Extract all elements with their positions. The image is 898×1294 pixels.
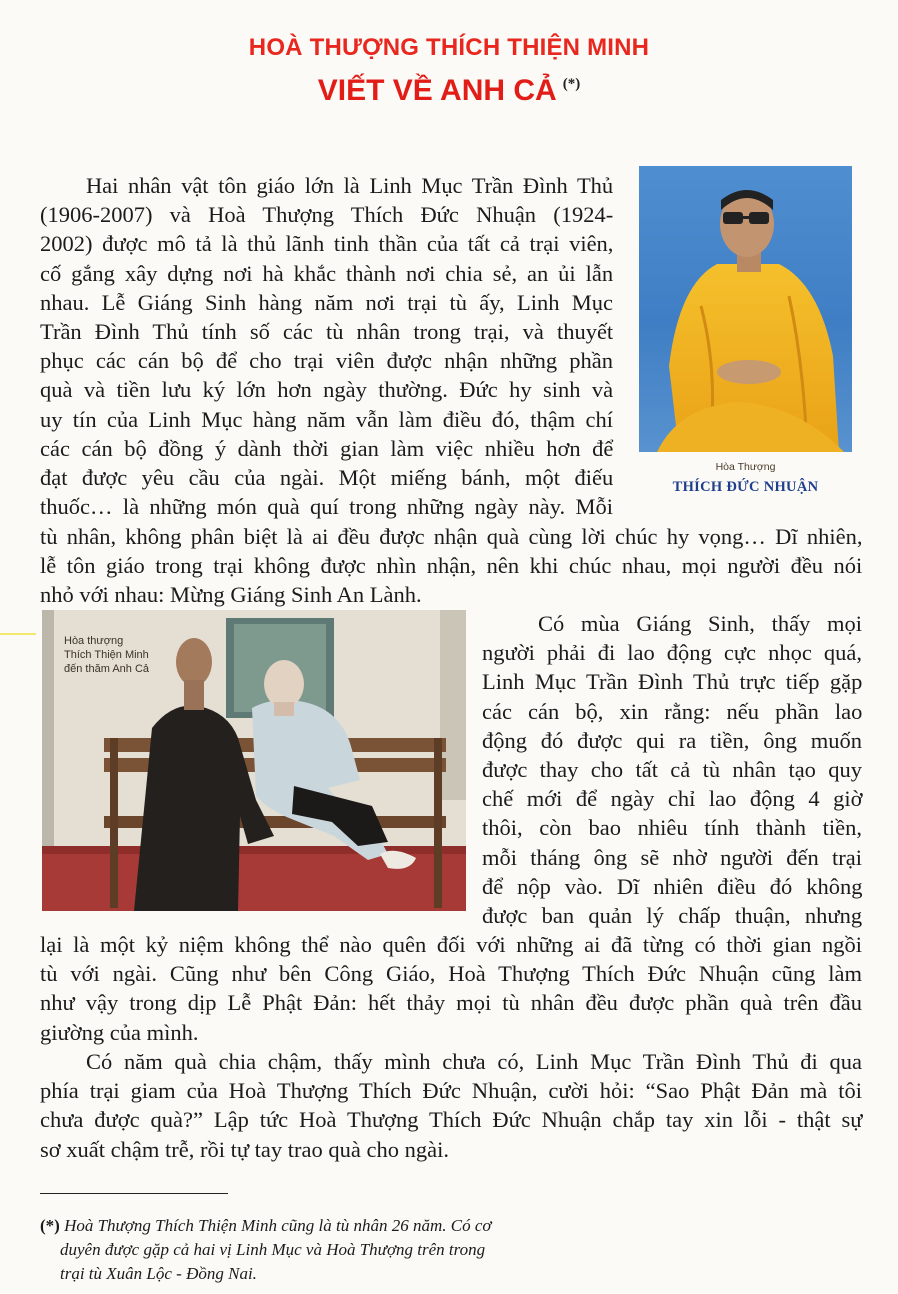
text-line: Có năm quà chia chậm, thấy mình chưa có, Linh Mục Trần Đình Thủ đi qua — [86, 1049, 862, 1074]
paragraph-2-bottom — [40, 930, 862, 1047]
portrait-caption-name: THÍCH ĐỨC NHUẬN — [672, 479, 819, 495]
text-line: các cán bộ đồng ý dành thời gian làm việc nhiều hơn để — [40, 435, 614, 461]
text-line: thôi, còn bao nhiêu tính thành tiền, — [482, 815, 862, 841]
portrait-caption-title: Hòa Thượng — [715, 461, 776, 473]
text-line: sơ xuất chậm trễ, rồi tự tay trao quà cho ngài. — [40, 1136, 449, 1162]
text-line: phía trại giam của Hoà Thượng Thích Đức Nhuận, cười hỏi: “Sao Phật Đản mà tôi — [40, 1078, 862, 1104]
text-line: chưa được quà?” Lập tức Hoà Thượng Thích Đức Nhuận chắp tay xin lỗi - thật sự — [40, 1107, 863, 1133]
text-line: chế mới để ngày chỉ lao động 4 giờ — [482, 786, 863, 812]
visit-photo — [42, 610, 466, 911]
text-line: Hai nhân vật tôn giáo lớn là Linh Mục Trần Đình Thủ — [86, 173, 613, 198]
text-line: phục các cán bộ để cho trại viên được nhận những phần — [40, 348, 613, 374]
text-line: tù với ngài. Cũng như bên Công Giáo, Hoà Thượng Thích Đức Nhuận cũng làm — [40, 961, 862, 987]
text-line: cố gắng xây dựng nơi hà khắc thành nơi chia sẻ, an ủi lẫn — [40, 260, 614, 286]
footnote-line-2: duyên được gặp cả hai vị Linh Mục và Hoà Thượng trên trong — [60, 1240, 486, 1259]
footnote-line-1: Hoà Thượng Thích Thiện Minh cũng là tù nhân 26 năm. Có cơ — [64, 1216, 492, 1235]
text-line: nhau. Lễ Giáng Sinh hàng năm nơi trại tù ấy, Linh Mục — [40, 289, 613, 315]
text-line: quà và tiền lưu ký lớn hơn ngày thường. Đức hy sinh và — [40, 377, 614, 403]
article-author-title: HOÀ THƯỢNG THÍCH THIỆN MINH — [248, 34, 650, 61]
text-line: (1906-2007) và Hoà Thượng Thích Đức Nhuận (1924- — [40, 202, 614, 228]
footnote — [40, 1214, 580, 1286]
text-line: mỗi tháng ông sẽ nhờ người đến trại — [482, 844, 862, 870]
text-line: để nộp vào. Dĩ nhiên điều đó không — [482, 873, 863, 899]
paragraph-1-bottom — [40, 522, 862, 610]
text-line: Linh Mục Trần Đình Thủ trực tiếp gặp — [482, 669, 863, 695]
text-line: như vậy trong dịp Lễ Phật Đản: hết thảy mọi tù nhân đều được phần quà trên đầu — [40, 990, 862, 1016]
title-footnote-mark: (*) — [562, 76, 581, 92]
footnote-mark: (*) — [40, 1216, 60, 1235]
text-line: Có mùa Giáng Sinh, thấy mọi — [538, 611, 862, 636]
paragraph-1-top — [40, 171, 613, 521]
monk-portrait-photo — [639, 166, 852, 452]
text-line: giường của mình. — [40, 1019, 199, 1045]
text-line: lễ tôn giáo trong trại không được nhìn nhận, nên khi chúc nhau, mọi người đều nói — [40, 553, 863, 579]
text-line: uy tín của Linh Mục hàng năm vẫn làm điều đó, thậm chí — [40, 406, 613, 432]
highlighter-mark — [0, 633, 36, 635]
text-line: động đó được qui ra tiền, ông muốn — [482, 727, 862, 753]
text-line: người phải đi lao động cực nhọc quá, — [482, 640, 862, 666]
text-line: được thay cho tất cả tù nhân tạo quy — [482, 757, 862, 783]
text-line: lại là một kỷ niệm không thể nào quên đối với những ai đã từng có thời gian ngồi — [40, 932, 862, 957]
visit-photo-caption: Hòa thượng Thích Thiện Minh đến thăm Anh Cả — [64, 635, 150, 675]
footnote-divider — [40, 1193, 228, 1194]
text-line: đạt được yêu cầu của ngài. Một miếng bánh, một điếu — [40, 465, 614, 491]
article-main-title-text: VIẾT VỀ ANH CẢ — [317, 74, 557, 107]
text-line: thuốc… là những món quà quí trong những ngày này. Mỗi — [40, 494, 613, 520]
text-line: nhỏ với nhau: Mừng Giáng Sinh An Lành. — [40, 582, 422, 608]
article-main-title — [0, 74, 898, 108]
paragraph-2-top — [482, 609, 862, 930]
text-line: Trần Đình Thủ tính số các tù nhân trong trại, và thuyết — [40, 319, 614, 345]
text-line: tù nhân, không phân biệt là ai đều được nhận quà cùng lời chúc hy vọng… Dĩ nhiên, — [40, 524, 863, 549]
text-line: được ban quản lý chấp thuận, nhưng — [482, 903, 863, 929]
paragraph-3 — [40, 1047, 862, 1164]
text-line: 2002) được mô tả là thủ lãnh tinh thần của tất cả trại viên, — [40, 231, 614, 257]
text-line: các cán bộ, xin rằng: nếu phần lao — [482, 698, 863, 724]
footnote-line-3: trại tù Xuân Lộc - Đồng Nai. — [60, 1264, 257, 1283]
